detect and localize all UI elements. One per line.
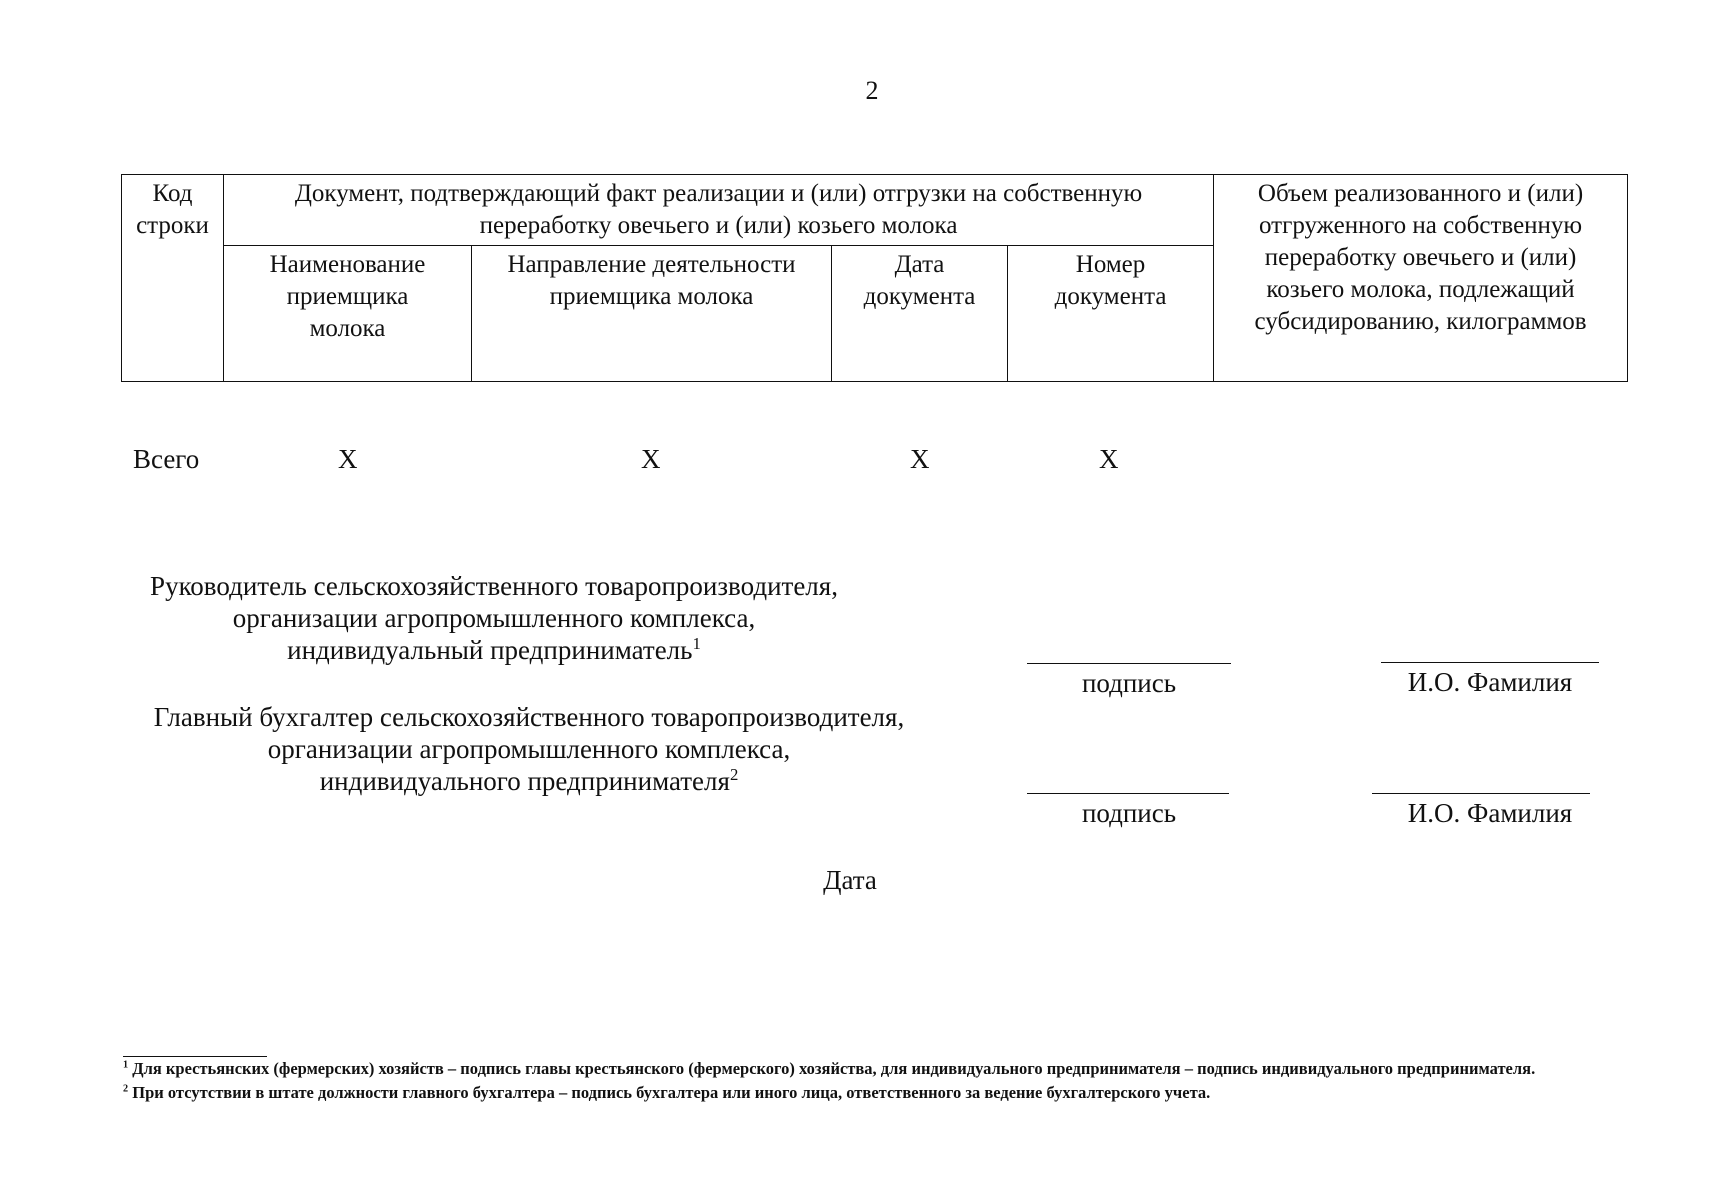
accountant-title-line1: Главный бухгалтер сельскохозяйственного товаропроизводителя,: [153, 702, 905, 732]
header-document-date: Дата документа: [832, 246, 1008, 382]
header-document-number: Номер документа: [1008, 246, 1214, 382]
page-number: 2: [865, 76, 879, 105]
accountant-name-caption: И.О. Фамилия: [1407, 798, 1573, 828]
footnote-2-mark: 2: [123, 1083, 129, 1095]
subsidy-form-table: [121, 174, 1628, 382]
accountant-footnote-mark: 2: [729, 765, 739, 784]
header-receiver-activity: Направление деятельности приемщика молока: [472, 246, 832, 382]
footnote-separator: [123, 1056, 267, 1057]
footnote-2-text: При отсутствии в штате должности главного бухгалтера – подпись бухгалтера или иного лица, ответственного за ведение бухгалтерского учета.: [132, 1083, 1211, 1102]
header-receiver-name: Наименование приемщика молока: [224, 246, 472, 382]
date-label: Дата: [823, 865, 877, 895]
footnotes: [123, 1058, 1633, 1106]
accountant-signature-caption: подпись: [1081, 798, 1177, 828]
totals-label: Всего: [133, 444, 200, 474]
header-document-group: Документ, подтверждающий факт реализации и (или) отгрузки на собственную переработку овечьего и (или) козьего молока: [224, 175, 1214, 246]
totals-mark-document-number: X: [1099, 444, 1119, 474]
accountant-title-line2: организации агропромышленного комплекса,: [267, 734, 791, 764]
footnote-2: [123, 1082, 1633, 1104]
header-row-code: Код строки: [122, 175, 224, 382]
head-signature-caption: подпись: [1081, 668, 1177, 698]
head-name-line: [1381, 662, 1599, 663]
totals-mark-receiver-activity: X: [641, 444, 661, 474]
accountant-name-line: [1372, 793, 1590, 794]
totals-mark-document-date: X: [910, 444, 930, 474]
accountant-signature-title: [104, 701, 954, 797]
head-title-line3: индивидуальный предприниматель: [287, 635, 693, 665]
footnote-1-text: Для крестьянских (фермерских) хозяйств – подпись главы крестьянского (фермерского) хозяйства, для индивидуального предпринимателя – подпись индивидуального предпринимателя.: [132, 1059, 1536, 1078]
totals-mark-receiver-name: X: [338, 444, 358, 474]
head-title-line2: организации агропромышленного комплекса,: [232, 603, 756, 633]
header-volume: Объем реализованного и (или) отгруженного на собственную переработку овечьего и (или) козьего молока, подлежащий субсидированию, килограммов: [1214, 175, 1628, 382]
totals-row: [0, 444, 1724, 480]
head-footnote-mark: 1: [692, 634, 701, 653]
head-title-line1: Руководитель сельскохозяйственного товаропроизводителя,: [150, 571, 838, 601]
footnote-1-mark: 1: [123, 1059, 129, 1071]
accountant-signature-line: [1027, 793, 1229, 794]
accountant-title-line3: индивидуального предпринимателя: [319, 766, 730, 796]
head-name-caption: И.О. Фамилия: [1407, 667, 1573, 697]
head-signature-line: [1027, 663, 1231, 664]
head-signature-title: [104, 570, 884, 666]
footnote-1: [123, 1058, 1633, 1080]
